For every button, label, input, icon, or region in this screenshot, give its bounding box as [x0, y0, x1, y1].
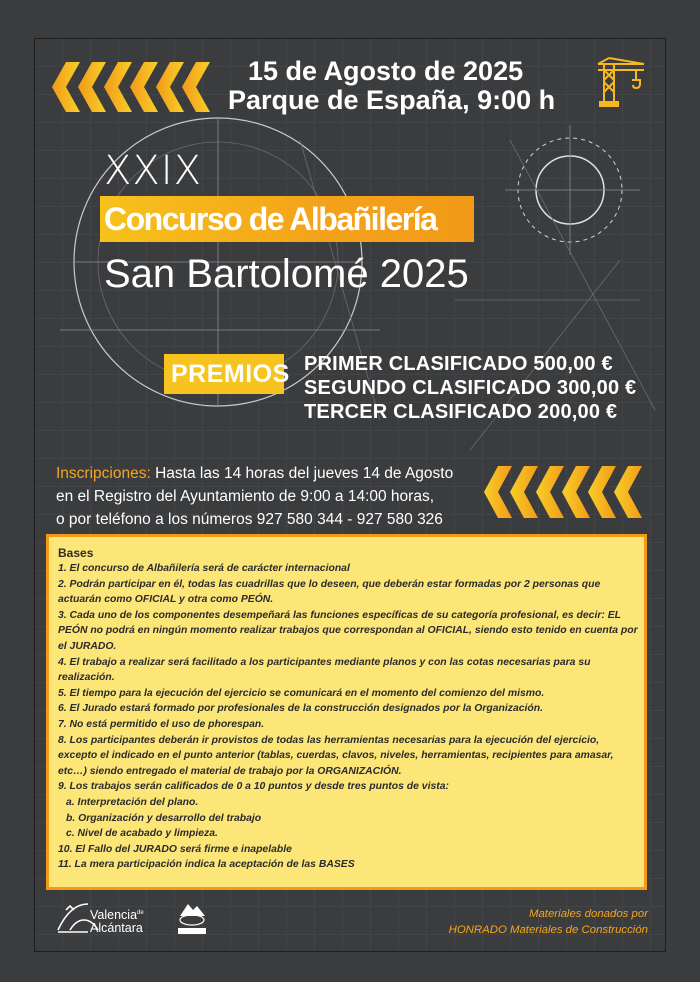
bases-subitem: a. Interpretación del plano.	[66, 796, 199, 808]
municipality-name: Valencia	[90, 908, 138, 923]
bases-item: 2. Podrán participar en él, todas las cuadrillas que lo deseen, que deberán estar formadas por 2 personas que actuarán como OFICIAL y otra como PEÓN.	[58, 578, 601, 606]
edition-number: XXIX	[104, 148, 203, 194]
bases-item: 5. El tiempo para la ejecución del ejercicio se comunicará en el momento del comienzo del mismo.	[58, 687, 545, 699]
prize-third: TERCER CLASIFICADO 200,00 €	[304, 401, 618, 423]
bases-item: 10. El Fallo del JURADO será firme e inapelable	[58, 843, 292, 855]
sponsor-line-1: Materiales donados por	[528, 908, 648, 920]
bases-subitem: b. Organización y desarrollo del trabajo	[66, 812, 262, 824]
event-place: Parque de España, 9:00 h	[228, 85, 556, 115]
registration-deadline: Hasta las 14 horas del jueves 14 de Agosto	[150, 465, 454, 482]
bases-panel	[46, 534, 647, 890]
bases-item: 3. Cada uno de los componentes desempeñará las funciones específicas de su categoría profesional, es decir: EL PEÓN no podrá en ningún momento realizar trabajos que correspondan al OFICIAL, siendo esto tenido en cuenta por el JURADO.	[58, 609, 638, 652]
registration-line-3: o por teléfono a los números 927 580 344 - 927 580 326	[56, 511, 443, 528]
registration-line-2: en el Registro del Ayuntamiento de 9:00 a 14:00 horas,	[56, 488, 435, 505]
bases-item: 9. Los trabajos serán calificados de 0 a 10 puntos y desde tres puntos de vista:	[58, 781, 449, 793]
bases-item: 6. El Jurado estará formado por profesionales de la construcción designados por la Organización.	[58, 703, 544, 715]
bases-item: 1. El concurso de Albañilería será de carácter internacional	[58, 563, 350, 574]
prize-second: SEGUNDO CLASIFICADO 300,00 €	[304, 377, 637, 399]
municipality-de: de	[137, 910, 144, 916]
poster-title: Concurso de Albañilería	[104, 201, 437, 237]
bases-heading: Bases	[58, 546, 94, 560]
sponsor-credit	[449, 906, 648, 938]
sponsor-line-2: HONRADO Materiales de Construcción	[448, 924, 648, 936]
registration-label: Inscripciones:	[56, 465, 151, 482]
event-date: 15 de Agosto de 2025	[248, 56, 524, 86]
poster-subtitle: San Bartolomé 2025	[104, 252, 469, 296]
bases-item: 8. Los participantes deberán ir provistos de todas las herramientas necesarias para la ejecución del ejercicio, excepto el indicado en el punto anterior (tablas, cuerdas, clavos, niveles, herramientas, recipientes para amasar, etc…) siendo entregado el material de trabajo por la ORGANIZACIÓN.	[58, 734, 614, 777]
prize-first: PRIMER CLASIFICADO 500,00 €	[304, 353, 613, 375]
premios-label: PREMIOS	[171, 360, 290, 388]
registration-line-1	[56, 463, 453, 485]
bases-item: 7. No está permitido el uso de phorespan.	[58, 718, 265, 730]
bases-item: 4. El trabajo a realizar será facilitado a los participantes mediante planos y con las cotas necesarias para su realización.	[58, 656, 591, 684]
bases-subitem: c. Nivel de acabado y limpieza.	[66, 828, 218, 840]
municipality-name-2: Alcántara	[90, 921, 143, 936]
municipality-logo-text	[90, 907, 144, 935]
bases-item: 11. La mera participación indica la aceptación de las BASES	[58, 859, 355, 871]
